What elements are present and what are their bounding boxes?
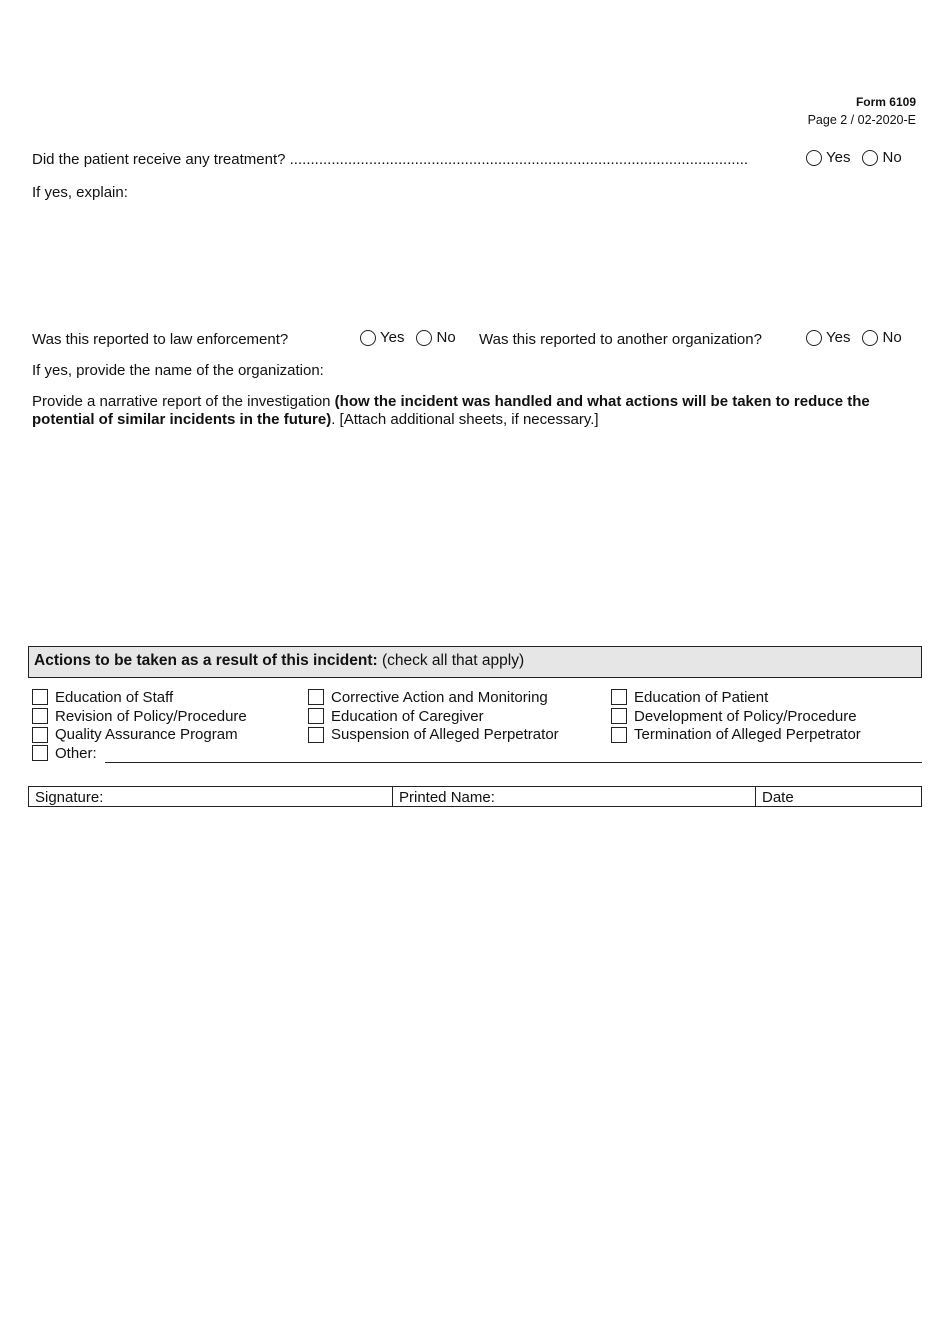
actions-header-note: (check all that apply) — [377, 652, 525, 669]
date-field[interactable]: Date — [755, 787, 921, 806]
narrative-intro: Provide a narrative report of the investigation — [32, 393, 335, 410]
actions-header-bold: Actions to be taken as a result of this incident: — [34, 652, 378, 669]
law-enforcement-question: Was this reported to law enforcement? — [32, 331, 289, 348]
law-no-radio[interactable] — [416, 330, 432, 346]
checkbox-label: Corrective Action and Monitoring — [331, 688, 548, 706]
treatment-yes-label: Yes — [826, 149, 851, 166]
page-info: Page 2 / 02-2020-E — [807, 113, 916, 127]
org-no-radio[interactable] — [862, 330, 878, 346]
actions-column-1 — [32, 688, 247, 763]
checkbox-label: Quality Assurance Program — [55, 726, 238, 744]
action-suspension-of-perpetrator[interactable] — [308, 725, 559, 744]
action-corrective-action[interactable] — [308, 688, 559, 707]
checkbox[interactable] — [308, 689, 324, 705]
action-other[interactable] — [32, 744, 247, 763]
action-education-of-staff[interactable] — [32, 688, 247, 707]
form-number: Form 6109 — [855, 95, 916, 109]
checkbox[interactable] — [32, 727, 48, 743]
checkbox[interactable] — [611, 727, 627, 743]
treatment-question: Did the patient receive any treatment? .............................................................................................................. — [32, 151, 749, 168]
org-yes-label: Yes — [826, 329, 851, 346]
printed-name-field[interactable]: Printed Name: — [392, 787, 755, 806]
org-radio-group — [806, 329, 910, 346]
checkbox-label: Education of Patient — [634, 688, 769, 706]
other-input-line[interactable] — [105, 762, 922, 763]
checkbox-label: Suspension of Alleged Perpetrator — [331, 726, 559, 744]
checkbox[interactable] — [32, 745, 48, 761]
law-radio-group — [360, 329, 464, 346]
checkbox[interactable] — [611, 708, 627, 724]
explain-field[interactable] — [32, 206, 912, 318]
checkbox[interactable] — [308, 708, 324, 724]
organization-question: Was this reported to another organization? — [479, 331, 762, 348]
signature-row — [28, 786, 922, 807]
action-development-of-policy[interactable] — [611, 707, 861, 726]
checkbox-label: Termination of Alleged Perpetrator — [634, 726, 861, 744]
narrative-tail: . [Attach additional sheets, if necessary.] — [331, 411, 599, 428]
org-name-label: If yes, provide the name of the organization: — [32, 362, 324, 379]
treatment-yes-radio[interactable] — [806, 150, 822, 166]
explain-label: If yes, explain: — [32, 184, 128, 201]
action-quality-assurance[interactable] — [32, 725, 247, 744]
checkbox[interactable] — [32, 708, 48, 724]
checkbox-label: Revision of Policy/Procedure — [55, 707, 247, 725]
org-no-label: No — [882, 329, 902, 346]
actions-column-2 — [308, 688, 559, 744]
actions-header — [28, 646, 922, 678]
action-termination-of-perpetrator[interactable] — [611, 725, 861, 744]
treatment-no-radio[interactable] — [862, 150, 878, 166]
law-no-label: No — [436, 329, 456, 346]
action-revision-of-policy[interactable] — [32, 707, 247, 726]
signature-field[interactable]: Signature: — [35, 789, 104, 806]
checkbox-label: Education of Staff — [55, 688, 174, 706]
actions-column-3 — [611, 688, 861, 744]
checkbox-label: Development of Policy/Procedure — [634, 707, 857, 725]
org-yes-radio[interactable] — [806, 330, 822, 346]
law-yes-label: Yes — [380, 329, 405, 346]
treatment-no-label: No — [882, 149, 902, 166]
narrative-field[interactable] — [32, 436, 912, 636]
narrative-bold: (how the incident was handled and what actions will be taken to reduce the potential of similar incidents in the future) — [32, 393, 870, 428]
narrative-instructions — [32, 393, 912, 429]
checkbox[interactable] — [32, 689, 48, 705]
checkbox-label: Other: — [55, 744, 97, 762]
treatment-radio-group — [806, 149, 910, 166]
law-yes-radio[interactable] — [360, 330, 376, 346]
action-education-of-patient[interactable] — [611, 688, 861, 707]
checkbox[interactable] — [308, 727, 324, 743]
checkbox-label: Education of Caregiver — [331, 707, 484, 725]
action-education-of-caregiver[interactable] — [308, 707, 559, 726]
checkbox[interactable] — [611, 689, 627, 705]
